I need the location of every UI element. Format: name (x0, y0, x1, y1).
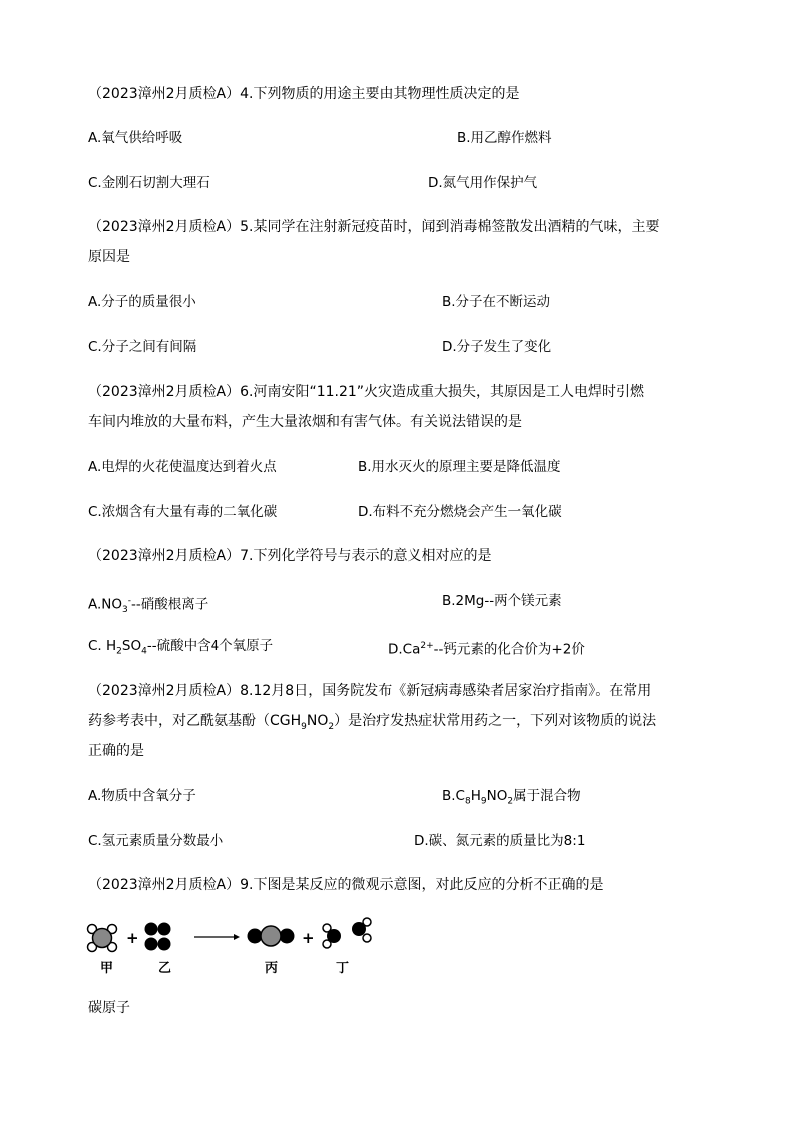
q7-option-d: $D.Ca^{2+}--$钙元素的化合价为+2价 (388, 641, 585, 658)
arrow-head (234, 934, 240, 940)
q5-stem-line2: 原因是 (88, 249, 130, 265)
q8-option-a: A.物质中含氧分子 (88, 788, 196, 804)
q4-option-b: B.用乙醇作燃料 (457, 130, 552, 146)
q4-stem: （2023漳州2月质检A）4.下列物质的用途主要由其物理性质决定的是 (88, 86, 520, 102)
oxygen-atom (327, 929, 341, 943)
q4-option-c: C.金刚石切割大理石 (88, 175, 210, 191)
q7-option-b: B.2Mg--两个镁元素 (442, 593, 562, 609)
molecule-bing (248, 926, 295, 946)
q8-stem-line2: 药参考表中，对乙酰氨基酚$(CGH_9NO_2)$是治疗发热症状常用药之一，下列对该物质的说法 (88, 713, 657, 732)
q7-stem: （2023漳州2月质检A）7.下列化学符号与表示的意义相对应的是 (88, 548, 492, 564)
q8-stem-line3: 正确的是 (88, 743, 144, 759)
q8-option-d: D.碳、氮元素的质量比为8:1 (414, 833, 586, 849)
q7-option-a: $A.NO_3^---$硝酸根离子 (88, 596, 209, 616)
q8-option-b: $B.C_8H_9NO_2$属于混合物 (442, 788, 581, 807)
q5-stem-line1: （2023漳州2月质检A）5.某同学在注射新冠疫苗时，闻到消毒棉签散发出酒精的气味，主要 (88, 219, 660, 235)
q5-option-b: B.分子在不断运动 (442, 294, 551, 310)
molecule-ding (323, 918, 371, 948)
q6-option-b: B.用水灭火的原理主要是降低温度 (358, 459, 561, 475)
q4-option-d: D.氮气用作保护气 (428, 175, 538, 191)
label-yi: 乙 (158, 961, 172, 976)
q5-option-c: C.分子之间有间隔 (88, 339, 197, 355)
q9-stem: （2023漳州2月质检A）9.下图是某反应的微观示意图，对此反应的分析不正确的是 (88, 877, 604, 893)
oxygen-atom (145, 938, 158, 951)
label-bing: 丙 (265, 961, 279, 976)
hydrogen-atom (363, 918, 371, 926)
q6-option-a: A.电焊的火花使温度达到着火点 (88, 459, 277, 475)
q7-option-c: C. $H_2SO_4--$硫酸中含4个氧原子 (88, 638, 274, 657)
oxygen-atom (158, 923, 171, 936)
legend-carbon-atom: 碳原子 (88, 1000, 130, 1016)
q5-option-a: A.分子的质量很小 (88, 294, 196, 310)
q6-option-c: C.浓烟含有大量有毒的二氧化碳 (88, 504, 278, 520)
carbon-atom (261, 926, 281, 946)
oxygen-atom (145, 923, 158, 936)
carbon-atom (93, 929, 112, 948)
molecule-jia (88, 925, 117, 952)
q8-option-c: C.氢元素质量分数最小 (88, 833, 224, 849)
hydrogen-atom (363, 934, 371, 942)
q8-stem-line1: （2023漳州2月质检A）8.12月8日，国务院发布《新冠病毒感染者居家治疗指南》。在常用 (88, 683, 652, 699)
plus-sign-1: + (126, 929, 139, 947)
molecule-yi (145, 923, 171, 951)
q6-stem-line2: 车间内堆放的大量布料，产生大量浓烟和有害气体。有关说法错误的是 (88, 414, 522, 430)
q6-option-d: D.布料不充分燃烧会产生一氧化碳 (358, 504, 562, 520)
q4-option-a: A.氧气供给呼吸 (88, 130, 183, 146)
q6-stem-line1: （2023漳州2月质检A）6.河南安阳“11.21”火灾造成重大损失，其原因是工人电焊时引燃 (88, 384, 645, 400)
label-jia: 甲 (100, 961, 114, 976)
plus-sign-2: + (302, 929, 315, 947)
label-ding: 丁 (336, 961, 350, 976)
q5-option-d: D.分子发生了变化 (442, 339, 552, 355)
oxygen-atom (158, 938, 171, 951)
